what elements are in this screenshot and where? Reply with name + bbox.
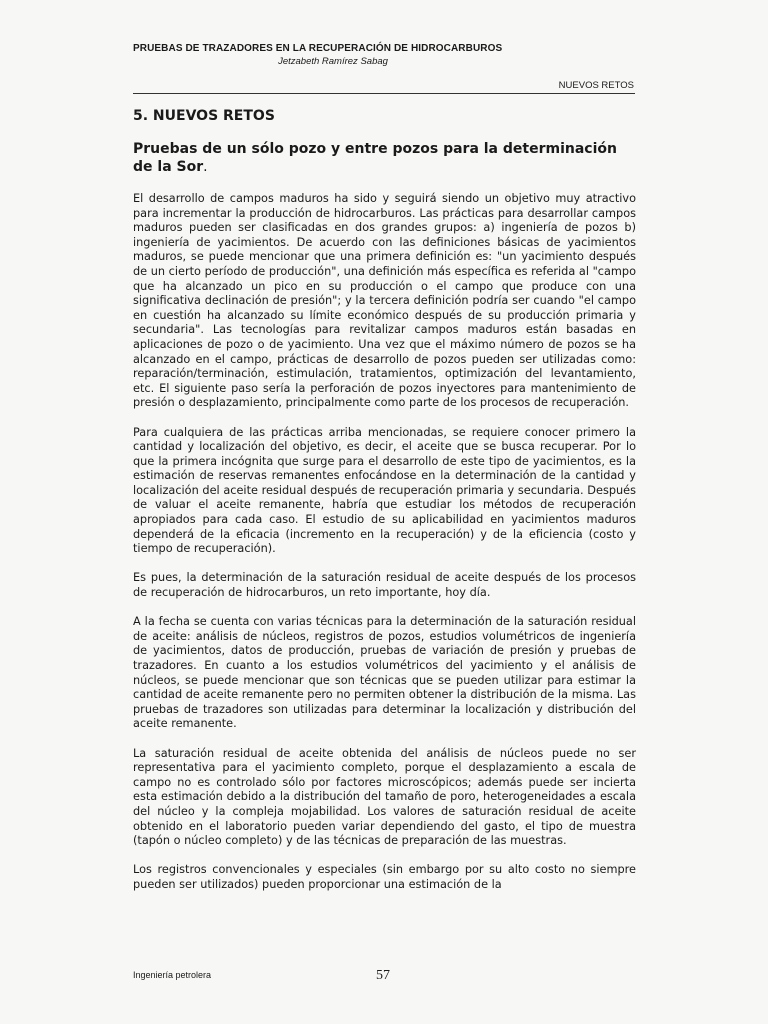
body-text <box>133 192 636 907</box>
paragraph: Para cualquiera de las prácticas arriba mencionadas, se requiere conocer primero la cantidad y localización del objetivo, es decir, el aceite que se busca recuperar. Por lo que la primera incógnita que surge para el desarrollo de este tipo de yacimientos, es la estimación de reservas remanentes enfocándose en la determinación de la cantidad y localización del aceite residual después de recuperación primaria y secundaria. Después de valuar el aceite remanente, habría que estudiar los métodos de recuperación apropiados para cada caso. El estudio de su aplicabilidad en yacimientos maduros dependerá de la eficacia (incremento en la recuperación) y de la eficiencia (costo y tiempo de recuperación). <box>133 425 636 556</box>
subtitle-period: . <box>203 159 208 175</box>
subtitle-text: Pruebas de un sólo pozo y entre pozos para la determinación de la Sor <box>133 141 617 175</box>
header-divider <box>133 93 635 94</box>
header-title: PRUEBAS DE TRAZADORES EN LA RECUPERACIÓN DE HIDROCARBUROS <box>133 43 503 54</box>
footer-label: Ingeniería petrolera <box>133 970 212 980</box>
paragraph: El desarrollo de campos maduros ha sido y seguirá siendo un objetivo muy atractivo para incrementar la producción de hidrocarburos. Las prácticas para desarrollar campos maduros pueden ser clasificadas en dos grandes grupos: a) ingeniería de pozos b) ingeniería de yacimientos. De acuerdo con las definiciones básicas de yacimientos maduros, se puede mencionar que una primera definición es: "un yacimiento después de un cierto período de producción", una definición más específica es referida al "campo que ha alcanzado un pico en su producción o el campo que produce con una significativa declinación de presión"; y la tercera definición podría ser cuando "el campo en cuestión ha alcanzado su límite económico después de su producción primaria y secundaria". Las tecnologías para revitalizar campos maduros están basadas en aplicaciones de pozo o de yacimiento. Una vez que el máximo número de pozos se ha alcanzado en el campo, prácticas de desarrollo de pozos pueden ser utilizadas como: reparación/terminación, estimulación, tratamientos, optimización del levantamiento, etc. El siguiente paso sería la perforación de pozos inyectores para mantenimiento de presión o desplazamiento, principalmente como parte de los procesos de recuperación. <box>133 192 636 410</box>
header-author: Jetzabeth Ramírez Sabag <box>278 56 388 67</box>
section-subtitle <box>133 140 638 176</box>
paragraph: Es pues, la determinación de la saturación residual de aceite después de los procesos de recuperación de hidrocarburos, un reto importante, hoy día. <box>133 571 636 600</box>
section-title: 5. NUEVOS RETOS <box>133 108 275 124</box>
header-section-tag: NUEVOS RETOS <box>558 80 634 91</box>
paragraph: Los registros convencionales y especiales (sin embargo por su alto costo no siempre pueden ser utilizados) pueden proporcionar una estimación de la <box>133 863 636 891</box>
paragraph: A la fecha se cuenta con varias técnicas para la determinación de la saturación residual de aceite: análisis de núcleos, registros de pozos, estudios volumétricos de ingeniería de yacimientos, datos de producción, pruebas de variación de presión y pruebas de trazadores. En cuanto a los estudios volumétricos del yacimiento y el análisis de núcleos, se puede mencionar que son técnicas que se pueden utilizar para estimar la cantidad de aceite remanente pero no permiten obtener la distribución de la misma. Las pruebas de trazadores son utilizadas para determinar la localización y distribución del aceite remanente. <box>133 615 636 731</box>
page-number: 57 <box>376 968 390 983</box>
paragraph: La saturación residual de aceite obtenida del análisis de núcleos puede no ser representativa para el yacimiento completo, porque el desplazamiento a escala de campo no es controlado sólo por factores microscópicos; además puede ser incierta esta estimación debido a la distribución del tamaño de poro, heterogeneidades a escala del núcleo y la compleja mojabilidad. Los valores de saturación residual de aceite obtenido en el laboratorio pueden variar dependiendo del gasto, el tipo de muestra (tapón o núcleo completo) y de las técnicas de preparación de las muestras. <box>133 746 636 848</box>
